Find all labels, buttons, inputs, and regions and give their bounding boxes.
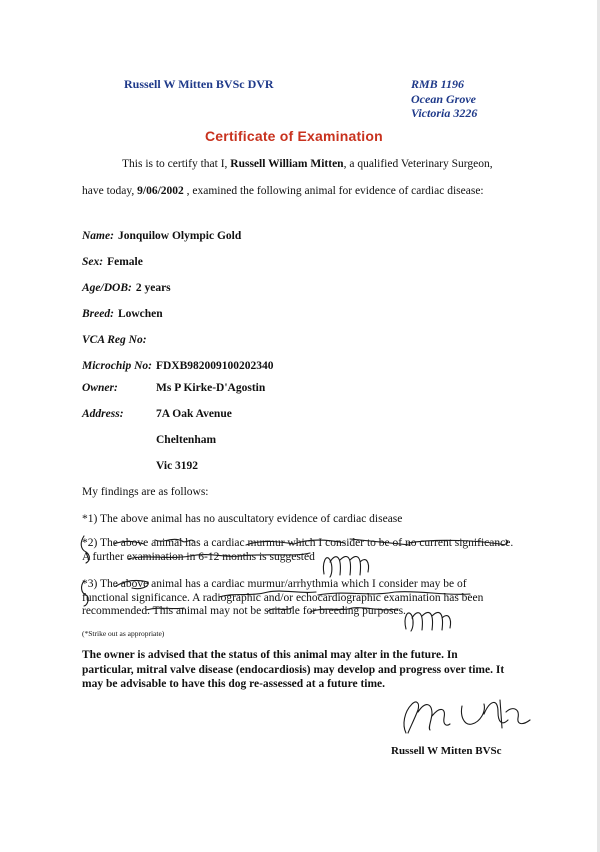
vet-name-header: Russell W Mitten BVSc DVR bbox=[124, 77, 274, 91]
vca-label: VCA Reg No: bbox=[82, 334, 147, 346]
microchip-label: Microchip No: bbox=[82, 360, 152, 372]
document-title: Certificate of Examination bbox=[205, 128, 383, 144]
address-line: Victoria 3226 bbox=[411, 106, 478, 120]
signature-mark bbox=[461, 700, 530, 728]
finding-3-line: recommended. This animal may not be suitable for breeding purposes. bbox=[82, 605, 406, 617]
strike-line bbox=[219, 591, 316, 597]
intro-text: have today, bbox=[82, 185, 138, 197]
finding-2-line: *2) The above animal has a cardiac murmur which I consider to be of no current significance. bbox=[82, 537, 514, 549]
intro-text: This is to certify that I, bbox=[122, 158, 231, 170]
strike-line bbox=[114, 541, 144, 544]
finding-1: *1) The above animal has no auscultatory evidence of cardiac disease bbox=[82, 513, 403, 525]
strike-line bbox=[268, 608, 292, 611]
strike-line bbox=[246, 540, 345, 545]
owner-label: Owner: bbox=[82, 382, 118, 394]
initials-mark bbox=[405, 612, 450, 631]
sex-label: Sex: bbox=[82, 256, 104, 268]
initials-mark bbox=[323, 556, 368, 577]
strike-line bbox=[82, 581, 89, 606]
strike-line bbox=[81, 536, 89, 563]
findings-heading: My findings are as follows: bbox=[82, 486, 209, 498]
strike-line bbox=[408, 540, 508, 545]
intro-text: , a qualified Veterinary Surgeon, bbox=[343, 158, 493, 170]
owner-notice: The owner is advised that the status of this animal may alter in the future. In particular, mitral valve disease (endocardiosis) may develop and progress over time. It may be advisable to have this dog re-assessed at a future time. bbox=[82, 649, 505, 690]
signature-mark bbox=[404, 702, 450, 733]
address-line: RMB 1196 bbox=[411, 77, 465, 91]
owner-address-line: Vic 3192 bbox=[156, 460, 199, 472]
address-label: Address: bbox=[82, 408, 124, 420]
strike-line bbox=[155, 539, 194, 542]
age-label: Age/DOB: bbox=[82, 282, 132, 294]
strike-line bbox=[310, 608, 398, 612]
owner-address-line: 7A Oak Avenue bbox=[156, 408, 232, 420]
finding-2-line: A further examination in 6-12 months is suggested bbox=[82, 551, 315, 563]
exam-date: 9/06/2002 bbox=[137, 185, 184, 197]
finding-3-line: *3) The above animal has a cardiac murmur/arrhythmia which I consider may be of bbox=[82, 578, 467, 590]
owner-value: Ms P Kirke-D'Agostin bbox=[156, 382, 266, 394]
signatory-name: Russell W Mitten BVSc bbox=[391, 745, 502, 757]
strike-line bbox=[350, 539, 410, 545]
strike-line bbox=[128, 553, 310, 559]
breed-label: Breed: bbox=[82, 308, 114, 320]
strike-note: (*Strike out as appropriate) bbox=[82, 629, 165, 638]
strike-line bbox=[318, 592, 470, 595]
strike-line bbox=[146, 608, 184, 610]
age-value: 2 years bbox=[135, 282, 171, 294]
intro-text: , examined the following animal for evidence of cardiac disease: bbox=[183, 185, 484, 197]
sex-value: Female bbox=[107, 256, 143, 268]
microchip-value: FDXB982009100202340 bbox=[155, 360, 274, 372]
name-value: Jonquilow Olympic Gold bbox=[117, 230, 242, 242]
finding-3-line: functional significance. A radiographic and/or echocardiographic examination has been bbox=[82, 592, 484, 604]
address-line: Ocean Grove bbox=[411, 91, 476, 106]
owner-address-line: Cheltenham bbox=[156, 434, 217, 446]
breed-value: Lowchen bbox=[117, 308, 163, 320]
vet-full-name: Russell William Mitten bbox=[230, 158, 344, 170]
strike-line bbox=[116, 580, 148, 588]
name-label: Name: bbox=[82, 230, 114, 242]
